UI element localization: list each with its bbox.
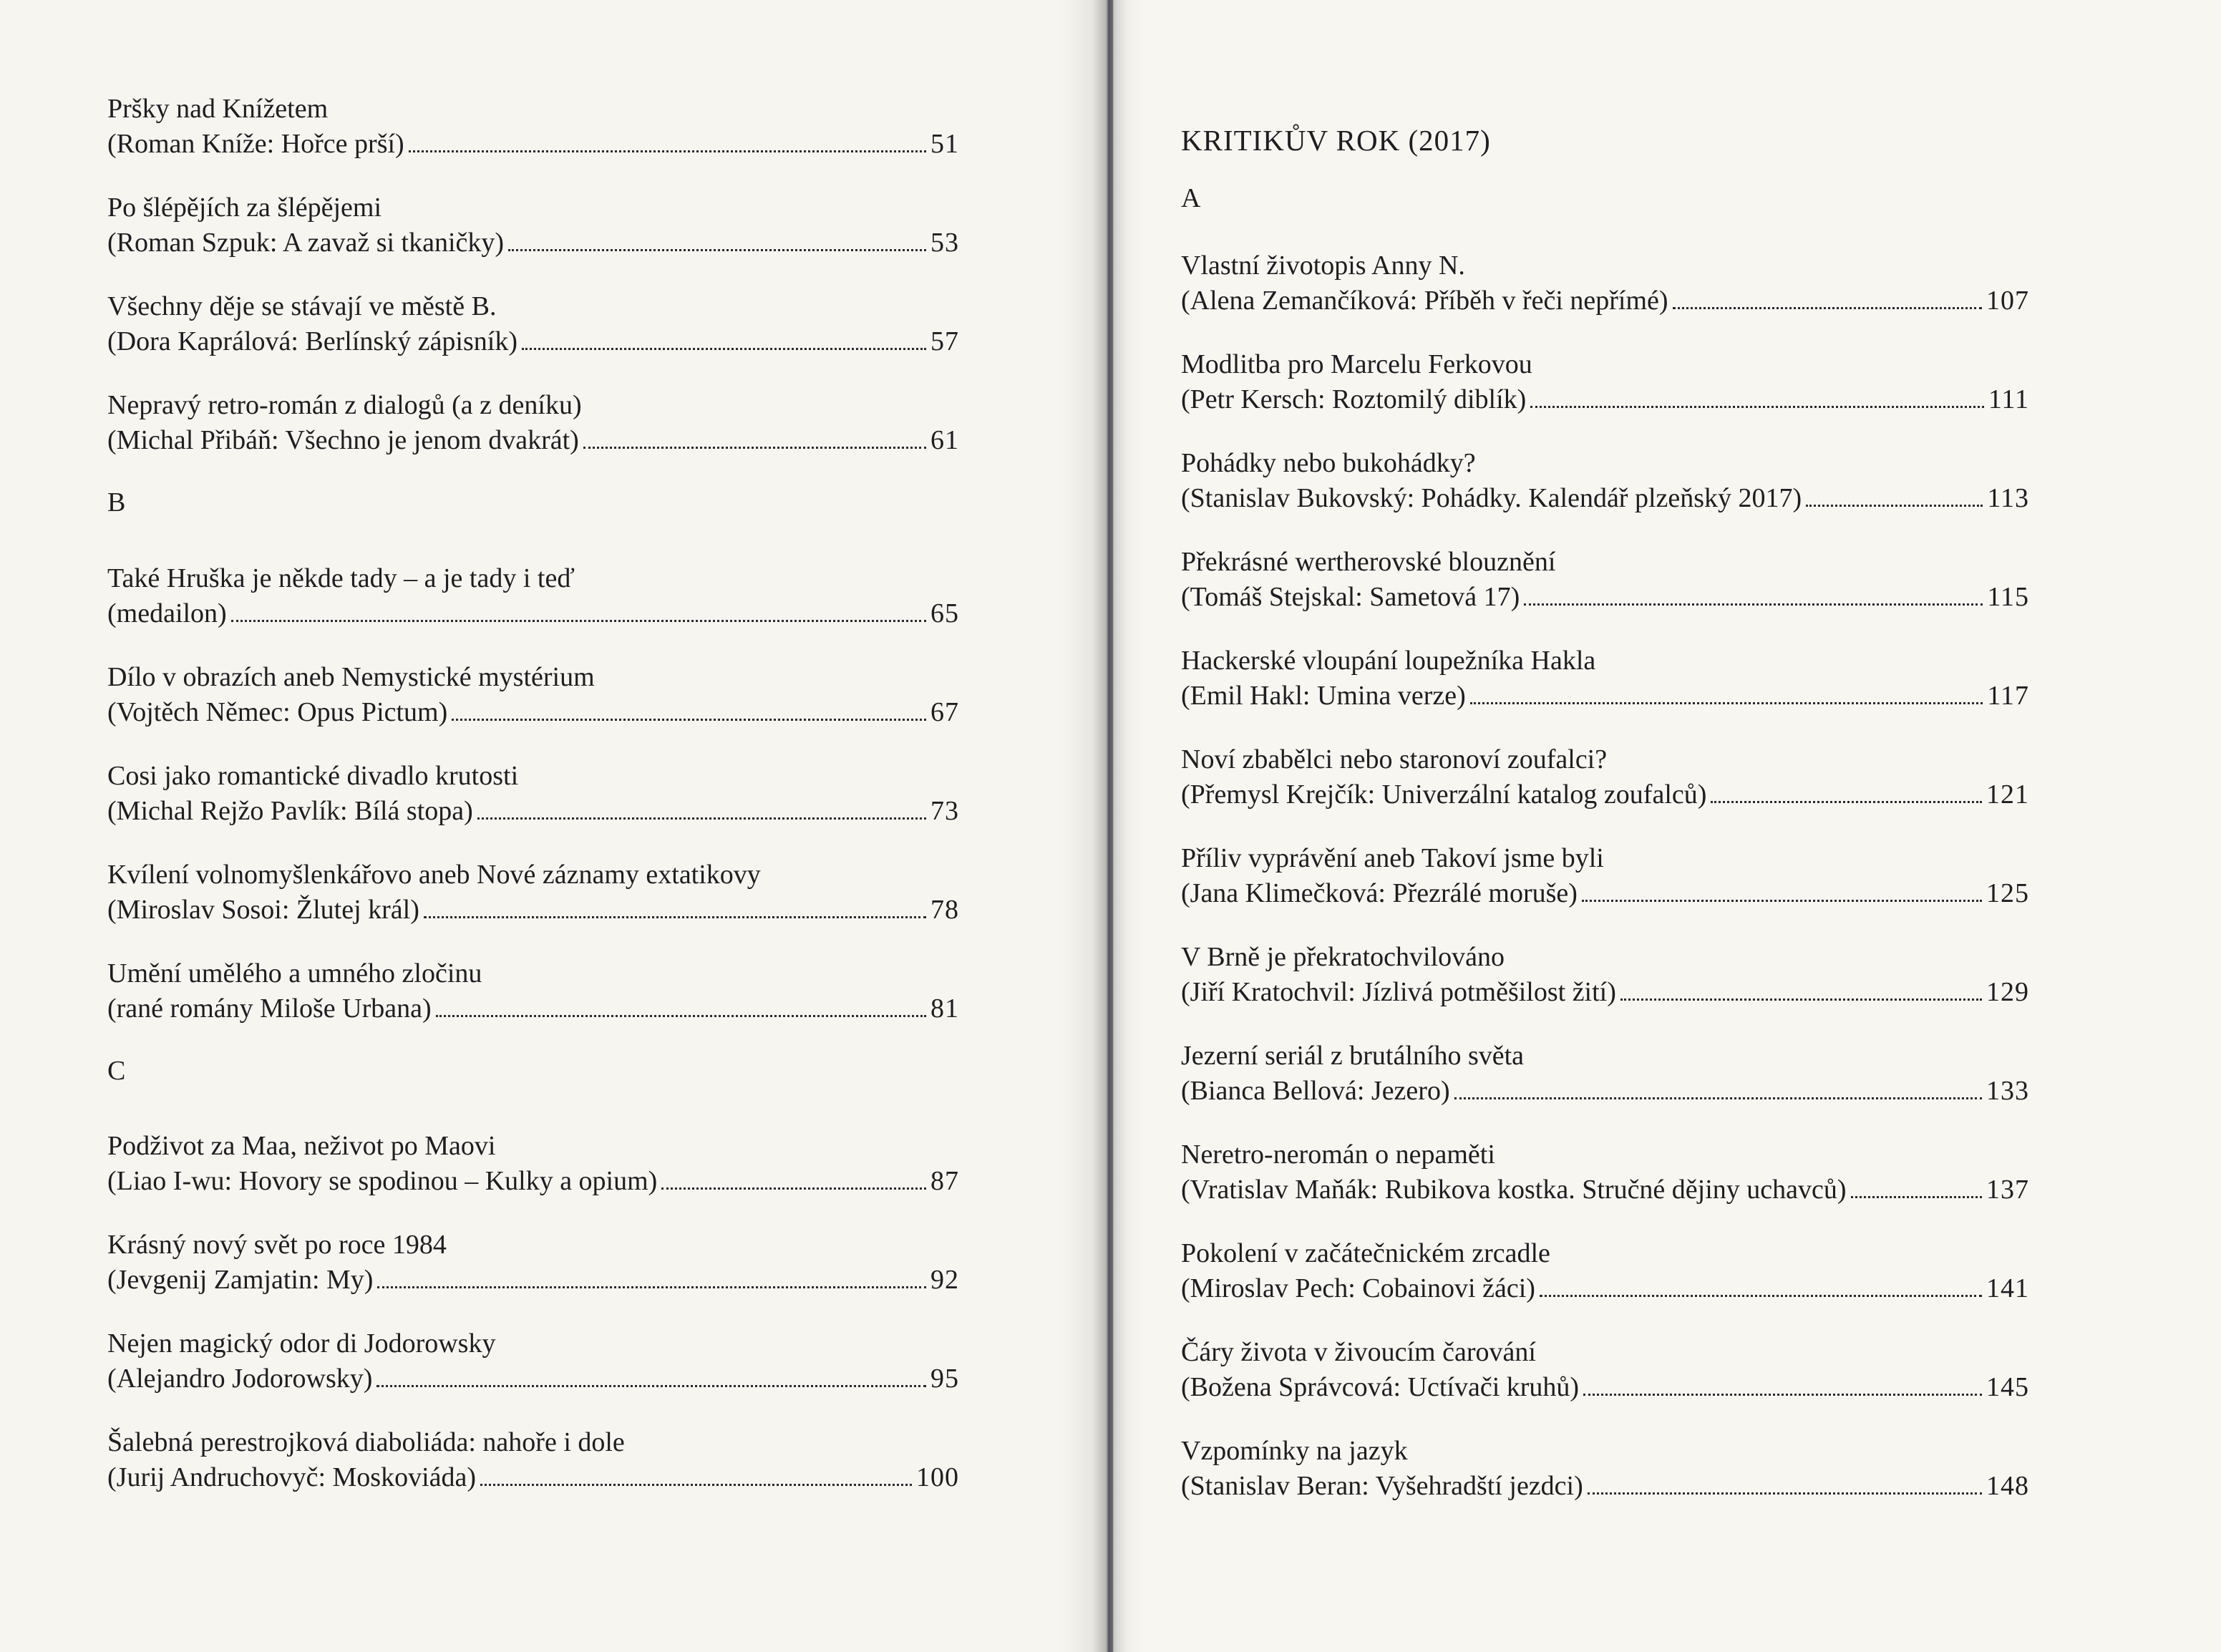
toc-entry-page-number: 113	[1987, 482, 2029, 513]
toc-entry-subline	[1181, 580, 2029, 615]
left-toc	[107, 92, 959, 1524]
toc-entry	[107, 1129, 959, 1199]
toc-entry-subtitle: (Přemysl Krejčík: Univerzální katalog zoufalců)	[1181, 779, 1707, 810]
toc-entry-subtitle: (Michal Přibáň: Všechno je jenom dvakrát)	[107, 425, 579, 455]
toc-entry-subtitle: (Roman Kníže: Hořce prší)	[107, 129, 404, 159]
toc-entry-title: Modlitba pro Marcelu Ferkovou	[1181, 349, 1532, 379]
toc-entry	[1181, 545, 2029, 615]
toc-entry-subtitle: (Jevgenij Zamjatin: My)	[107, 1265, 374, 1296]
toc-entry-subline	[107, 1263, 959, 1298]
toc-entry-subtitle: (Miroslav Pech: Cobainovi žáci)	[1181, 1273, 1535, 1303]
toc-entry-subline	[107, 695, 959, 730]
toc-entry	[1181, 347, 2029, 417]
toc-entry-subtitle: (Jana Klimečková: Přezrálé moruše)	[1181, 878, 1578, 908]
toc-entry-title: Pršky nad Knížetem	[107, 94, 329, 124]
toc-entry-title: V Brně je překratochvilováno	[1181, 941, 1505, 972]
toc-entry-title: Neretro-neromán o nepaměti	[1181, 1139, 1495, 1170]
toc-entry	[107, 190, 959, 261]
toc-entry-title: Hackerské vloupání loupežníka Hakla	[1181, 645, 1596, 676]
book-gutter-shadow	[1058, 0, 1144, 1652]
dot-leader	[1673, 307, 1982, 309]
toc-entry	[107, 660, 959, 730]
toc-entry	[107, 92, 959, 162]
toc-entry-subline	[107, 893, 959, 928]
toc-entry-subtitle: (Roman Szpuk: A zavaž si tkaničky)	[107, 228, 505, 258]
dot-leader	[231, 620, 926, 622]
toc-entry-page-number: 61	[930, 425, 959, 455]
dot-leader	[1582, 900, 1982, 902]
toc-entry-title: Čáry života v živoucím čarování	[1181, 1336, 1536, 1367]
toc-entry-title: Příliv vyprávění aneb Takoví jsme byli	[1181, 842, 1604, 873]
toc-entry	[1181, 446, 2029, 516]
left-section-a-list	[107, 92, 959, 458]
right-page	[1117, 0, 2221, 1652]
left-page	[0, 0, 1079, 1652]
toc-entry	[107, 561, 959, 631]
dot-leader	[477, 817, 926, 820]
toc-entry-subtitle: (Stanislav Beran: Vyšehradští jezdci)	[1181, 1470, 1583, 1501]
toc-entry-subline	[1181, 1271, 2029, 1306]
dot-leader	[661, 1187, 926, 1190]
dot-leader	[1524, 603, 1983, 606]
toc-entry-subline	[107, 324, 959, 359]
dot-leader	[480, 1484, 912, 1486]
toc-entry-title: Kvílení volnomyšlenkářovo aneb Nové záznamy extatikovy	[107, 859, 761, 890]
dot-leader	[452, 719, 926, 721]
toc-entry-subtitle: (Petr Kersch: Roztomilý diblík)	[1181, 384, 1527, 414]
toc-entry-subline	[107, 127, 959, 162]
dot-leader	[1851, 1196, 1982, 1198]
section-letter-b: B	[107, 487, 126, 518]
dot-leader	[1583, 1394, 1982, 1396]
toc-entry-subline	[1181, 283, 2029, 319]
toc-entry-subtitle: (Emil Hakl: Umina verze)	[1181, 680, 1466, 711]
toc-entry-page-number: 145	[1986, 1371, 2029, 1402]
toc-entry	[1181, 1335, 2029, 1405]
toc-entry-subtitle: (Miroslav Sosoi: Žlutej král)	[107, 894, 419, 925]
toc-entry-subline	[1181, 1172, 2029, 1208]
dot-leader	[424, 916, 926, 918]
toc-entry-page-number: 141	[1986, 1273, 2029, 1303]
toc-entry-subtitle: (Božena Správcová: Uctívači kruhů)	[1181, 1371, 1580, 1402]
toc-entry-subline	[1181, 876, 2029, 911]
toc-entry-title: Podživot za Maa, neživot po Maovi	[107, 1131, 496, 1162]
toc-entry-title: Cosi jako romantické divadlo krutosti	[107, 760, 519, 791]
toc-entry-page-number: 111	[1988, 384, 2029, 414]
toc-entry-page-number: 53	[930, 228, 959, 258]
toc-entry-subline	[107, 794, 959, 829]
toc-entry-subtitle: (Dora Kaprálová: Berlínský zápisník)	[107, 326, 517, 356]
toc-entry-page-number: 107	[1986, 285, 2029, 316]
toc-entry-title: Dílo v obrazích aneb Nemystické mystérium	[107, 661, 595, 692]
toc-entry-title: Všechny děje se stávají ve městě B.	[107, 291, 497, 321]
dot-leader	[1588, 1492, 1982, 1495]
toc-entry-page-number: 125	[1986, 878, 2029, 908]
toc-entry-subtitle: (Vojtěch Němec: Opus Pictum)	[107, 696, 448, 727]
toc-entry-subtitle: (Jiří Kratochvil: Jízlivá potměšilost žití)	[1181, 976, 1616, 1007]
toc-entry-title: Nepravý retro-román z dialogů (a z deníku)	[107, 390, 582, 420]
toc-entry-title: Vlastní životopis Anny N.	[1181, 250, 1465, 281]
toc-entry-title: Umění umělého a umného zločinu	[107, 958, 482, 988]
dot-leader	[508, 249, 926, 251]
dot-leader	[1540, 1295, 1982, 1297]
toc-entry-page-number: 129	[1986, 976, 2029, 1007]
section-letter-c: C	[107, 1055, 126, 1086]
toc-entry-subline	[1181, 679, 2029, 714]
left-section-b-list	[107, 561, 959, 1026]
toc-entry-page-number: 51	[930, 129, 959, 159]
toc-entry-page-number: 148	[1986, 1470, 2029, 1501]
toc-entry-subtitle: (Alejandro Jodorowsky)	[107, 1364, 373, 1394]
toc-entry-subline	[107, 991, 959, 1026]
toc-entry-page-number: 137	[1986, 1174, 2029, 1205]
dot-leader	[1530, 406, 1984, 408]
toc-entry-page-number: 121	[1986, 779, 2029, 810]
toc-entry-subtitle: (Jurij Andruchovyč: Moskoviáda)	[107, 1462, 477, 1493]
toc-entry-subline	[107, 1361, 959, 1396]
chapter-heading: KRITIKŮV ROK (2017)	[1181, 124, 1491, 157]
toc-entry-page-number: 81	[930, 993, 959, 1024]
toc-entry-page-number: 100	[916, 1462, 959, 1493]
dot-leader	[377, 1286, 926, 1288]
toc-entry-title: Po šlépějích za šlépějemi	[107, 193, 382, 223]
toc-entry-subtitle: (Liao I-wu: Hovory se spodinou – Kulky a opium)	[107, 1166, 658, 1197]
toc-entry-page-number: 133	[1986, 1075, 2029, 1106]
toc-entry-subline	[1181, 1469, 2029, 1504]
toc-entry	[1181, 1236, 2029, 1306]
dot-leader	[436, 1015, 926, 1017]
left-section-c-list	[107, 1129, 959, 1495]
dot-leader	[1470, 702, 1983, 704]
toc-entry-subline	[1181, 975, 2029, 1010]
toc-entry-title: Pokolení v začátečnickém zrcadle	[1181, 1238, 1550, 1268]
toc-entry	[107, 759, 959, 829]
toc-entry	[107, 956, 959, 1026]
dot-leader	[1620, 999, 1982, 1001]
toc-entry	[1181, 841, 2029, 911]
toc-entry	[1181, 1039, 2029, 1109]
book-spine-line	[1108, 0, 1113, 1652]
toc-entry-title: Krásný nový svět po roce 1984	[107, 1230, 447, 1260]
toc-entry-subtitle: (Bianca Bellová: Jezero)	[1181, 1075, 1450, 1106]
toc-entry	[1181, 248, 2029, 319]
toc-entry-subtitle: (Stanislav Bukovský: Pohádky. Kalendář plzeňský 2017)	[1181, 482, 1802, 513]
toc-entry-subline	[1181, 1370, 2029, 1405]
toc-entry-page-number: 57	[930, 326, 959, 356]
toc-entry	[1181, 1434, 2029, 1504]
dot-leader	[1711, 801, 1982, 803]
toc-entry-title: Šalebná perestrojková diaboliáda: nahoře i dole	[107, 1427, 625, 1458]
dot-leader	[409, 150, 926, 152]
toc-entry-page-number: 95	[930, 1364, 959, 1394]
dot-leader	[1454, 1097, 1982, 1099]
toc-entry-subline	[107, 1460, 959, 1495]
toc-entry	[107, 388, 959, 458]
toc-entry-subline	[107, 225, 959, 261]
toc-entry-subtitle: (Alena Zemančíková: Příběh v řeči nepřímé)	[1181, 285, 1668, 316]
toc-entry-subline	[107, 423, 959, 458]
toc-entry-subline	[107, 1164, 959, 1199]
toc-entry-page-number: 78	[930, 894, 959, 925]
toc-entry	[1181, 643, 2029, 714]
toc-entry-title: Vzpomínky na jazyk	[1181, 1435, 1408, 1466]
toc-entry-subline	[1181, 777, 2029, 812]
dot-leader	[1806, 505, 1983, 507]
toc-entry-title: Jezerní seriál z brutálního světa	[1181, 1040, 1525, 1071]
dot-leader	[522, 348, 926, 350]
toc-entry-page-number: 115	[1987, 581, 2029, 612]
toc-entry-page-number: 92	[930, 1265, 959, 1296]
toc-entry-subline	[107, 596, 959, 631]
toc-entry	[107, 857, 959, 928]
toc-entry-page-number: 73	[930, 795, 959, 826]
toc-entry-title: Překrásné wertherovské blouznění	[1181, 546, 1556, 577]
toc-entry-title: Pohádky nebo bukohádky?	[1181, 447, 1476, 478]
toc-entry-page-number: 65	[930, 598, 959, 628]
toc-entry-subline	[1181, 1074, 2029, 1109]
toc-entry	[1181, 742, 2029, 812]
right-section-a-list	[1181, 248, 2029, 1504]
toc-entry	[107, 289, 959, 359]
toc-entry	[107, 1425, 959, 1495]
toc-entry-page-number: 67	[930, 696, 959, 727]
toc-entry-subtitle: (Michal Rejžo Pavlík: Bílá stopa)	[107, 795, 473, 826]
toc-entry-subtitle: (rané romány Miloše Urbana)	[107, 993, 432, 1024]
toc-entry-title: Nejen magický odor di Jodorowsky	[107, 1328, 496, 1359]
toc-entry-page-number: 117	[1987, 680, 2029, 711]
toc-entry-subline	[1181, 481, 2029, 516]
toc-entry-subtitle: (Vratislav Maňák: Rubikova kostka. Stručné dějiny uchavců)	[1181, 1174, 1847, 1205]
toc-entry-subtitle: (Tomáš Stejskal: Sametová 17)	[1181, 581, 1520, 612]
toc-entry	[107, 1228, 959, 1298]
toc-entry-title: Také Hruška je někde tady – a je tady i teď	[107, 563, 575, 593]
dot-leader	[583, 447, 926, 449]
toc-entry	[107, 1326, 959, 1396]
right-toc	[1181, 123, 2029, 1532]
section-letter-a: A	[1181, 183, 1201, 214]
toc-entry-subtitle: (medailon)	[107, 598, 227, 628]
toc-entry-page-number: 87	[930, 1166, 959, 1197]
toc-entry-subline	[1181, 382, 2029, 417]
toc-entry-title: Noví zbabělci nebo staronoví zoufalci?	[1181, 744, 1608, 774]
toc-entry	[1181, 1137, 2029, 1208]
toc-entry	[1181, 940, 2029, 1010]
dot-leader	[376, 1385, 926, 1387]
